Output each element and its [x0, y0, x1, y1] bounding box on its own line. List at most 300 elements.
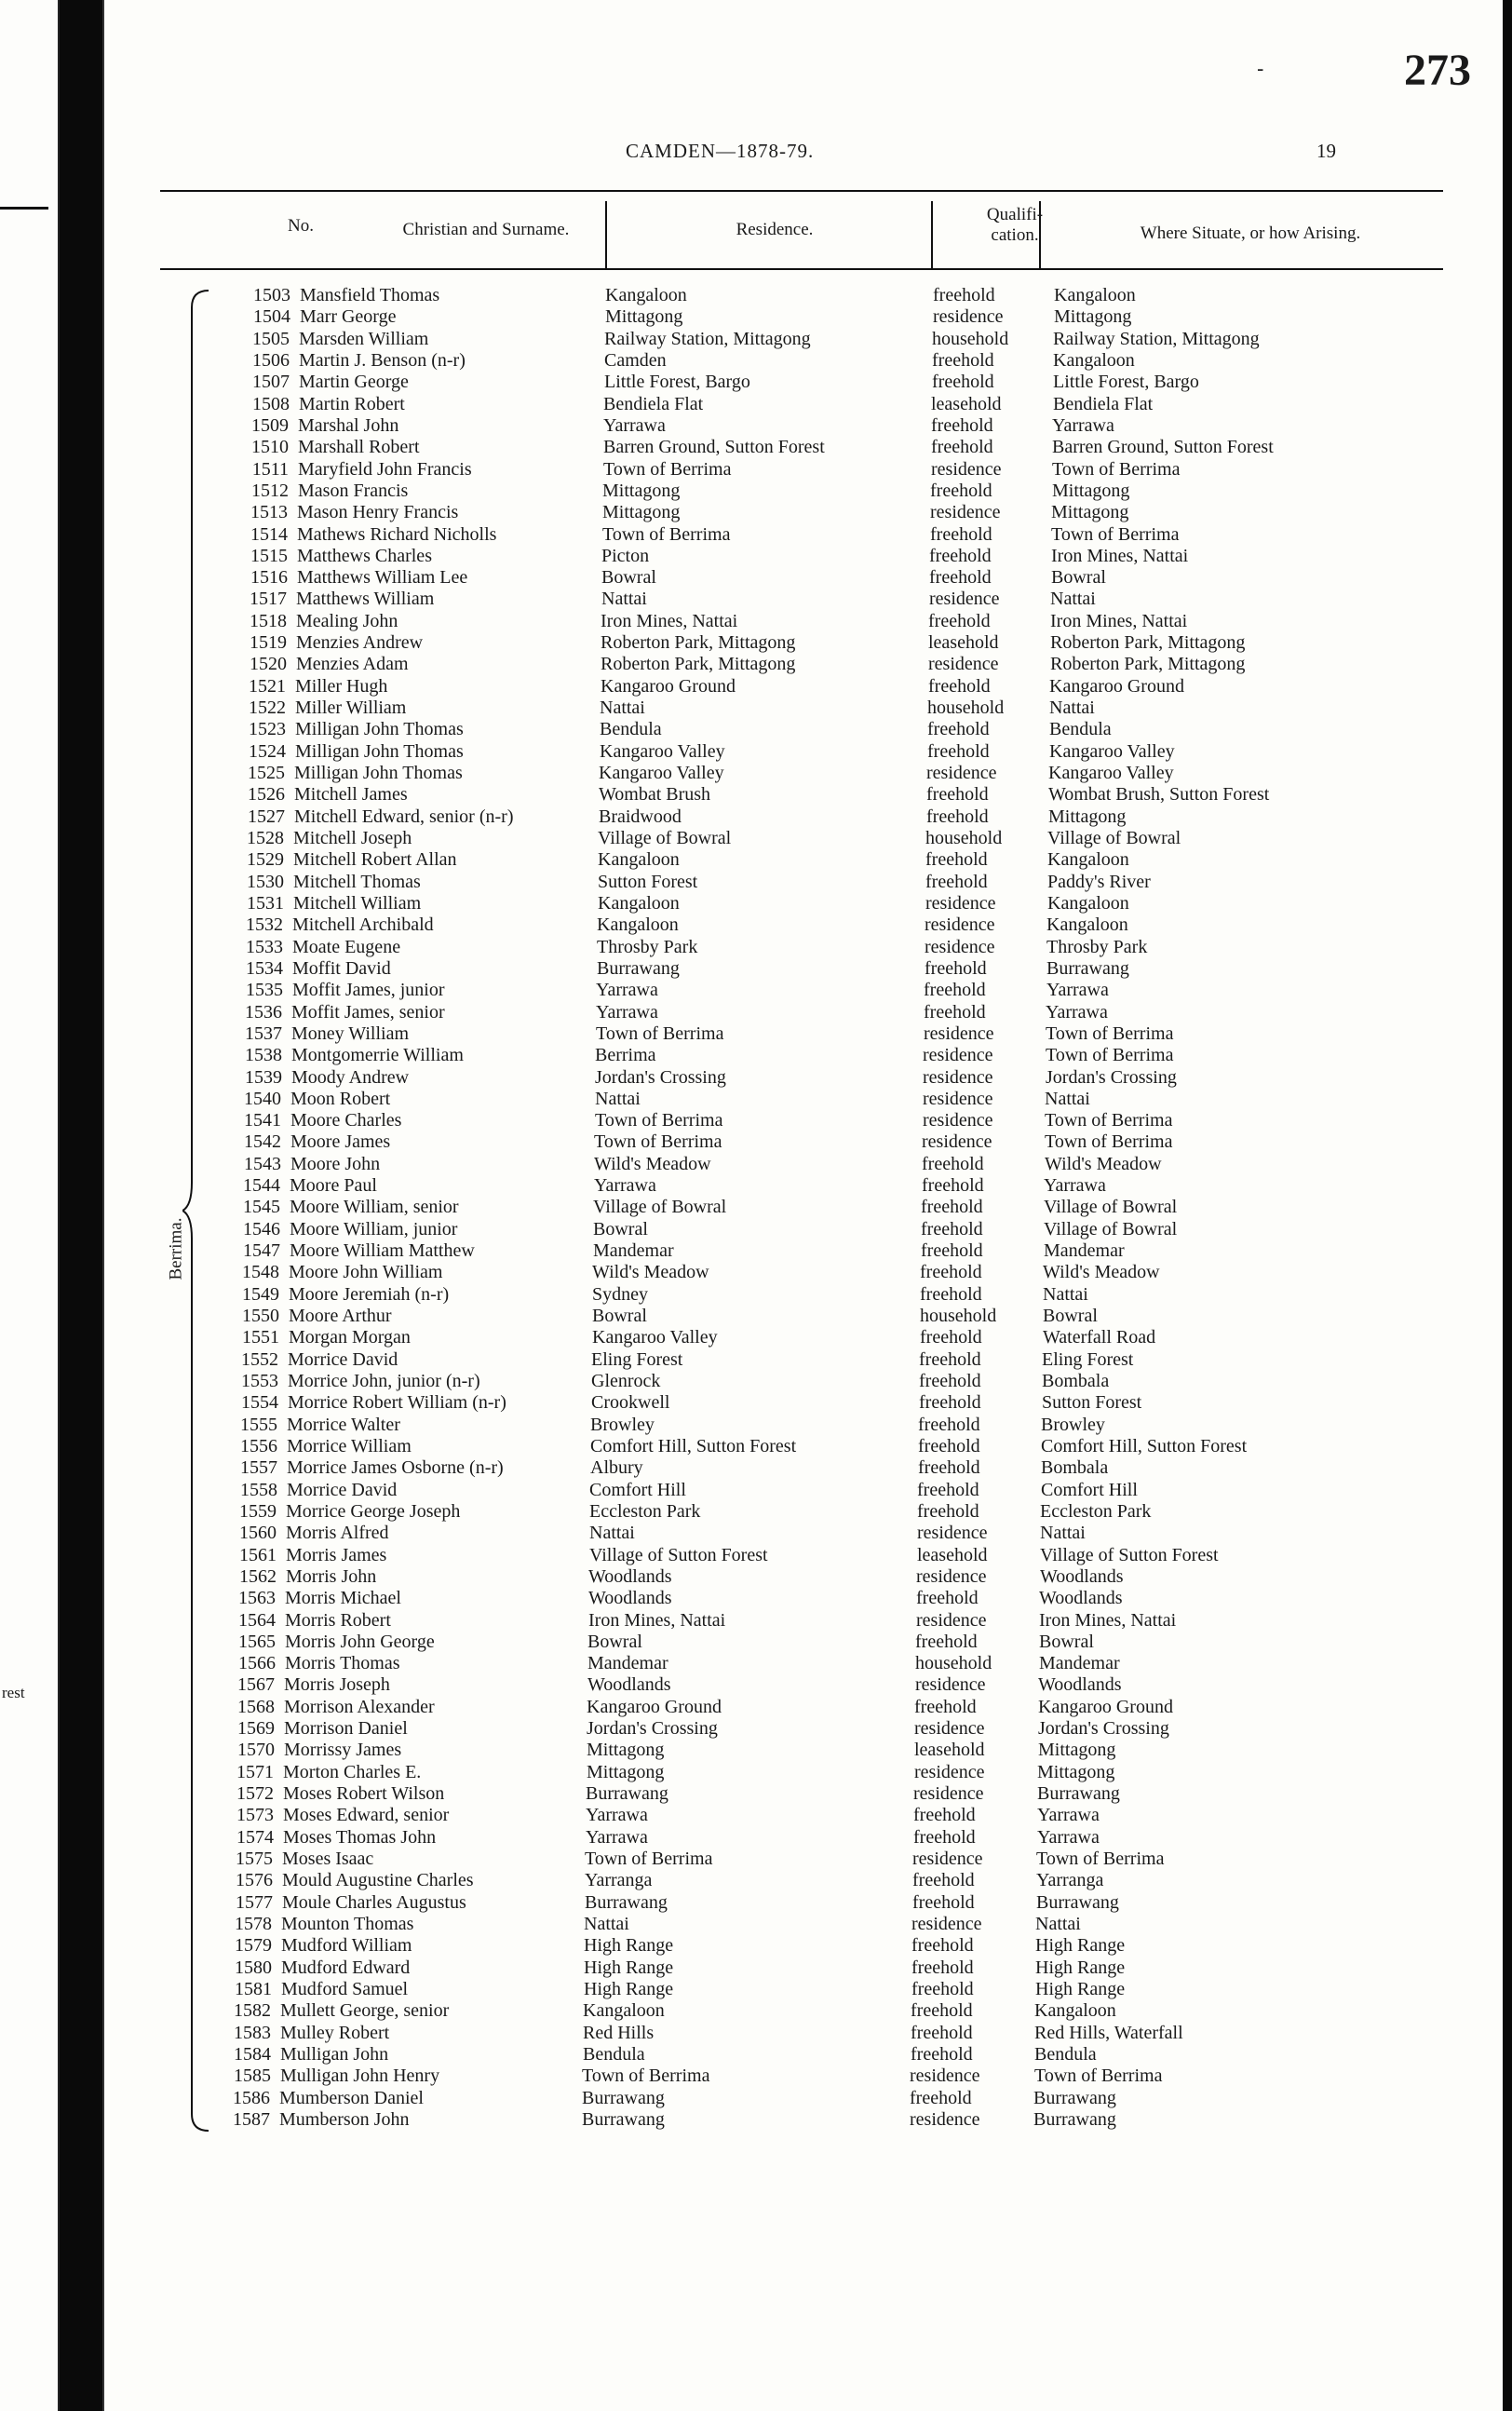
column-header-name: Christian and Surname. [402, 220, 570, 239]
entry-qualification: freehold [918, 1435, 980, 1456]
entry-where: Bowral [1051, 567, 1106, 589]
entry-residence: Comfort Hill [589, 1479, 686, 1500]
entry-where: Bowral [1039, 1631, 1094, 1652]
table-row [160, 1197, 1445, 1218]
entry-where: Browley [1041, 1414, 1105, 1435]
entry-name: Morrice John, junior (n-r) [288, 1371, 480, 1391]
entry-where: Burrawang [1033, 2087, 1116, 2108]
entry-qualification: freehold [919, 1348, 981, 1370]
entry-residence: Kangaroo Valley [599, 763, 724, 784]
entry-qualification: freehold [911, 2043, 973, 2065]
entry-where: Kangaloon [1034, 2000, 1116, 2022]
entry-qualification: freehold [917, 1500, 979, 1522]
entry-qualification: household [920, 1306, 997, 1327]
table-row [160, 1827, 1445, 1849]
entry-qualification: freehold [922, 1175, 984, 1197]
entry-name: Morris Robert [285, 1609, 391, 1631]
table-row [160, 1718, 1445, 1740]
table-row [160, 698, 1445, 719]
entry-qualification: residence [928, 654, 999, 675]
entry-residence: Crookwell [591, 1392, 670, 1414]
entry-name: Morrice David [287, 1479, 398, 1500]
entry-qualification: residence [923, 1088, 993, 1109]
entry-qualification: freehold [920, 1262, 982, 1283]
entry-name: Morris James [286, 1544, 387, 1565]
entry-name: Moses Robert Wilson [283, 1783, 445, 1805]
entry-qualification: residence [930, 502, 1001, 523]
entry-where: Mittagong [1051, 502, 1129, 523]
table-row [160, 1089, 1445, 1110]
entry-name: Matthews Charles [297, 545, 432, 566]
entry-qualification: freehold [930, 523, 992, 545]
entry-name: Moses Edward, senior [283, 1805, 450, 1826]
entry-residence: Kangaroo Valley [592, 1327, 718, 1348]
entry-number: 1576 [236, 1870, 273, 1891]
entry-qualification: residence [925, 892, 996, 914]
entry-number: 1570 [237, 1740, 275, 1761]
entry-qualification: residence [925, 914, 995, 936]
entry-where: Paddy's River [1047, 871, 1151, 892]
entry-name: Moore William, junior [290, 1218, 458, 1239]
entry-where: Village of Bowral [1047, 828, 1181, 848]
entry-qualification: freehold [925, 957, 987, 979]
entry-where: Bombala [1042, 1371, 1110, 1391]
entry-residence: Bendiela Flat [603, 393, 704, 414]
entry-qualification: freehold [911, 1957, 974, 1978]
entry-qualification: residence [933, 306, 1004, 328]
entry-qualification: residence [916, 1609, 987, 1631]
entry-residence: Railway Station, Mittagong [604, 328, 811, 349]
entry-number: 1513 [250, 502, 288, 523]
entry-where: Village of Sutton Forest [1040, 1544, 1219, 1565]
entry-qualification: residence [916, 1565, 987, 1587]
entry-residence: Woodlands [588, 1565, 672, 1587]
entry-where: Kangaroo Ground [1049, 675, 1184, 697]
table-row [160, 1436, 1445, 1457]
entry-number: 1512 [251, 480, 289, 501]
entry-where: Yarrawa [1037, 1826, 1100, 1848]
entry-name: Moore William, senior [290, 1197, 459, 1218]
entry-qualification: freehold [924, 980, 986, 1001]
entry-qualification: residence [912, 1849, 983, 1870]
entry-qualification: residence [914, 1718, 985, 1740]
entry-qualification: freehold [926, 784, 989, 806]
entry-name: Moate Eugene [292, 936, 401, 957]
entry-where: Red Hills, Waterfall [1034, 2022, 1183, 2043]
entry-residence: Jordan's Crossing [587, 1718, 718, 1740]
entry-number: 1537 [245, 1023, 282, 1044]
entry-residence: Kangaroo Ground [587, 1696, 722, 1717]
entry-name: Mitchell Robert Allan [293, 849, 457, 871]
entry-number: 1559 [239, 1500, 277, 1522]
table-row [160, 849, 1445, 871]
entry-residence: Woodlands [588, 1588, 672, 1609]
entry-name: Morgan Morgan [289, 1327, 411, 1348]
table-row [160, 1632, 1445, 1653]
entry-name: Marr George [300, 306, 397, 328]
entry-qualification: residence [910, 2108, 980, 2130]
entry-number: 1527 [248, 806, 285, 827]
table-row [160, 632, 1445, 654]
entry-residence: Bowral [593, 1218, 648, 1239]
table-row [160, 676, 1445, 698]
entry-name: Mudford Samuel [281, 1978, 409, 1999]
table-row [160, 1349, 1445, 1371]
entry-where: Roberton Park, Mittagong [1050, 654, 1246, 675]
entry-name: Milligan John Thomas [294, 763, 463, 784]
entry-where: Kangaroo Valley [1049, 740, 1175, 762]
column-header-where: Where Situate, or how Arising. [1140, 223, 1361, 243]
entry-name: Mitchell Thomas [293, 871, 421, 892]
page-speck: - [1257, 58, 1264, 81]
entry-qualification: freehold [911, 2000, 973, 2022]
entry-name: Matthews William Lee [297, 567, 468, 589]
entry-where: Kangaloon [1046, 914, 1128, 936]
table-row [160, 741, 1445, 763]
entry-qualification: freehold [912, 1870, 975, 1891]
entry-where: Burrawang [1036, 1891, 1119, 1913]
entry-qualification: residence [923, 1110, 993, 1131]
entry-number: 1526 [248, 784, 285, 806]
table-row [160, 937, 1445, 958]
entry-residence: Wild's Meadow [592, 1262, 709, 1283]
entry-residence: Barren Ground, Sutton Forest [603, 437, 825, 458]
entry-where: Woodlands [1039, 1588, 1123, 1609]
entry-qualification: freehold [919, 1371, 981, 1391]
entry-name: Morrice James Osborne (n-r) [287, 1457, 504, 1479]
entry-where: Mandemar [1044, 1240, 1125, 1262]
table-row [160, 1240, 1445, 1262]
entry-residence: Bowral [587, 1631, 642, 1652]
entry-name: Miller Hugh [295, 675, 388, 697]
entry-residence: Yarrawa [586, 1826, 648, 1848]
entry-where: Woodlands [1038, 1674, 1122, 1696]
entry-where: Roberton Park, Mittagong [1050, 632, 1246, 654]
table-row [160, 2044, 1445, 2066]
entry-name: Morris Joseph [284, 1674, 390, 1696]
entry-number: 1558 [240, 1479, 277, 1500]
entry-where: Eccleston Park [1040, 1500, 1152, 1522]
entry-residence: Eccleston Park [589, 1500, 701, 1522]
entry-residence: Picton [601, 545, 650, 566]
table-row [160, 481, 1445, 502]
entry-name: Marshall Robert [298, 437, 420, 458]
table-row [160, 763, 1445, 784]
entry-number: 1546 [243, 1218, 280, 1239]
table-row [160, 437, 1445, 458]
entry-number: 1552 [241, 1348, 278, 1370]
entry-residence: Kangaloon [598, 892, 680, 914]
entry-where: Woodlands [1040, 1565, 1124, 1587]
table-row [160, 2066, 1445, 2087]
entry-name: Morrice George Joseph [286, 1500, 461, 1522]
entry-residence: Jordan's Crossing [595, 1066, 726, 1088]
entry-where: Bendula [1049, 719, 1112, 740]
entry-residence: Woodlands [587, 1674, 671, 1696]
entry-residence: Kangaloon [583, 2000, 665, 2022]
entry-name: Mitchell Edward, senior (n-r) [294, 806, 514, 827]
entry-number: 1561 [239, 1544, 277, 1565]
table-row [160, 611, 1445, 632]
entry-number: 1575 [236, 1849, 273, 1870]
entry-where: Town of Berrima [1045, 1131, 1173, 1153]
entry-residence: Throsby Park [597, 936, 698, 957]
district-label: Berrima. [166, 1217, 186, 1280]
table-row [160, 1392, 1445, 1414]
entry-name: Moore Paul [290, 1175, 377, 1197]
entry-number: 1508 [252, 393, 290, 414]
entry-number: 1562 [239, 1565, 277, 1587]
entry-residence: Camden [604, 349, 667, 371]
table-row [160, 567, 1445, 589]
entry-where: Jordan's Crossing [1038, 1718, 1169, 1740]
entry-where: Nattai [1050, 589, 1096, 610]
entry-qualification: freehold [913, 1826, 976, 1848]
entry-number: 1574 [236, 1826, 274, 1848]
entry-name: Money William [291, 1023, 410, 1044]
register-page [102, 0, 1503, 2411]
table-row [160, 872, 1445, 893]
entry-qualification: freehold [927, 719, 990, 740]
entry-number: 1509 [251, 414, 289, 436]
entry-number: 1566 [238, 1653, 276, 1674]
entry-qualification: residence [923, 1066, 993, 1088]
table-row [160, 1674, 1445, 1696]
entry-name: Marsden William [299, 328, 429, 349]
entry-name: Menzies Adam [296, 654, 409, 675]
entry-where: Burrawang [1046, 957, 1129, 979]
entry-number: 1582 [234, 2000, 271, 2022]
entry-residence: Yarranga [585, 1870, 653, 1891]
entry-where: Nattai [1035, 1914, 1081, 1934]
entry-name: Moore James [290, 1131, 391, 1153]
entry-residence: Comfort Hill, Sutton Forest [590, 1435, 797, 1456]
table-row [160, 2000, 1445, 2022]
entry-number: 1540 [244, 1088, 281, 1109]
entry-number: 1587 [233, 2108, 270, 2130]
entry-qualification: residence [911, 1914, 982, 1934]
entry-name: Moffit James, junior [292, 980, 445, 1001]
entry-name: Moore John William [289, 1262, 443, 1283]
entry-where: Mittagong [1038, 1740, 1116, 1761]
entry-qualification: residence [917, 1523, 988, 1544]
table-row [160, 1697, 1445, 1718]
entry-residence: High Range [584, 1957, 674, 1978]
entry-qualification: freehold [931, 414, 993, 436]
entry-where: Kangaloon [1047, 892, 1129, 914]
table-row [160, 914, 1445, 936]
entry-residence: Roberton Park, Mittagong [601, 632, 796, 654]
page-number: 273 [1404, 46, 1471, 95]
entry-number: 1564 [238, 1609, 276, 1631]
table-row [160, 1306, 1445, 1327]
entry-residence: Town of Berrima [594, 1131, 722, 1153]
entry-name: Moule Charles Augustus [282, 1891, 466, 1913]
table-row [160, 828, 1445, 849]
entry-residence: Town of Berrima [603, 458, 732, 480]
entry-number: 1567 [237, 1674, 275, 1696]
entry-qualification: freehold [926, 806, 989, 827]
entry-residence: Wild's Meadow [594, 1153, 711, 1174]
table-row [160, 1002, 1445, 1023]
previous-page-fragment: rest [2, 1684, 25, 1701]
table-row [160, 1566, 1445, 1588]
entry-name: Mudford William [281, 1935, 412, 1957]
entry-qualification: freehold [930, 480, 992, 501]
entry-number: 1556 [240, 1435, 277, 1456]
entry-residence: Kangaroo Ground [601, 675, 736, 697]
entry-qualification: freehold [929, 567, 992, 589]
entry-name: Martin J. Benson (n-r) [299, 349, 466, 371]
entry-number: 1518 [250, 610, 287, 631]
entry-residence: Town of Berrima [585, 1849, 713, 1870]
entry-number: 1580 [235, 1957, 272, 1978]
entry-where: Mittagong [1054, 306, 1132, 328]
table-row [160, 1327, 1445, 1348]
entry-number: 1557 [240, 1457, 277, 1479]
entry-number: 1583 [234, 2022, 271, 2043]
table-row [160, 980, 1445, 1001]
entry-name: Mitchell Archibald [292, 914, 434, 936]
table-row [160, 1131, 1445, 1153]
entry-where: Nattai [1043, 1283, 1088, 1305]
entry-number: 1555 [240, 1414, 277, 1435]
entry-where: Comfort Hill, Sutton Forest [1041, 1435, 1248, 1456]
table-row [160, 1892, 1445, 1914]
entry-residence: Village of Sutton Forest [589, 1544, 768, 1565]
entry-qualification: residence [925, 936, 995, 957]
entry-name: Mudford Edward [281, 1957, 411, 1978]
entry-number: 1511 [251, 458, 289, 480]
previous-page-strip [0, 0, 60, 2411]
entry-qualification: residence [915, 1674, 986, 1696]
entry-qualification: residence [929, 589, 1000, 610]
table-row [160, 1262, 1445, 1283]
entry-qualification: freehold [921, 1197, 983, 1218]
entry-where: Mittagong [1037, 1761, 1115, 1782]
entry-number: 1503 [253, 285, 290, 305]
entry-qualification: freehold [928, 610, 991, 631]
entry-where: High Range [1035, 1957, 1126, 1978]
table-row [160, 1783, 1445, 1805]
table-row [160, 394, 1445, 415]
table-row [160, 2023, 1445, 2044]
entry-residence: Nattai [584, 1914, 629, 1934]
entry-qualification: freehold [924, 1001, 986, 1023]
entry-number: 1541 [244, 1110, 281, 1131]
entry-where: Town of Berrima [1046, 1023, 1174, 1044]
table-row [160, 1762, 1445, 1783]
entry-residence: Nattai [595, 1088, 641, 1109]
entry-residence: Nattai [601, 589, 647, 610]
entry-number: 1528 [247, 828, 284, 848]
entry-name: Menzies Andrew [296, 632, 424, 654]
entry-number: 1504 [253, 306, 290, 328]
entry-where: Iron Mines, Nattai [1051, 545, 1189, 566]
entry-name: Moody Andrew [291, 1066, 410, 1088]
table-row [160, 2109, 1445, 2131]
entry-number: 1516 [250, 567, 288, 589]
table-row [160, 1371, 1445, 1392]
entry-residence: Bowral [592, 1306, 647, 1327]
table-row [160, 329, 1445, 350]
entry-where: Nattai [1045, 1088, 1090, 1109]
entry-residence: Albury [590, 1457, 643, 1479]
entry-number: 1524 [249, 740, 286, 762]
table-row [160, 719, 1445, 740]
entry-residence: Bendula [583, 2043, 645, 2065]
table-row [160, 285, 1445, 306]
entry-where: Kangaloon [1053, 349, 1135, 371]
entry-number: 1517 [250, 589, 287, 610]
entry-residence: Red Hills [583, 2022, 655, 2043]
entry-number: 1569 [237, 1718, 275, 1740]
entry-qualification: freehold [917, 1479, 979, 1500]
entry-qualification: freehold [920, 1327, 982, 1348]
entry-name: Morrissy James [284, 1740, 402, 1761]
entry-name: Mumberson Daniel [279, 2087, 424, 2108]
entry-where: Waterfall Road [1043, 1327, 1156, 1348]
entry-name: Morrice Robert William (n-r) [288, 1392, 506, 1414]
table-row [160, 1914, 1445, 1935]
entry-number: 1520 [250, 654, 287, 675]
entry-name: Moore Arthur [289, 1306, 392, 1327]
entry-residence: Little Forest, Bargo [604, 372, 750, 393]
entry-name: Morrice William [287, 1435, 412, 1456]
table-row [160, 958, 1445, 980]
entry-residence: Berrima [595, 1045, 656, 1066]
entry-number: 1514 [250, 523, 288, 545]
entry-number: 1529 [247, 849, 284, 871]
entry-qualification: freehold [916, 1588, 979, 1609]
entry-qualification: freehold [918, 1457, 980, 1479]
entry-name: Morris Alfred [286, 1523, 389, 1544]
table-row [160, 1480, 1445, 1501]
entry-where: Burrawang [1033, 2108, 1116, 2130]
entry-qualification: freehold [920, 1283, 982, 1305]
entry-name: Morris John [286, 1565, 377, 1587]
entry-qualification: freehold [912, 1891, 975, 1913]
entry-qualification: freehold [911, 1935, 974, 1957]
entry-qualification: residence [910, 2066, 980, 2087]
entry-residence: Town of Berrima [596, 1023, 724, 1044]
entry-residence: Nattai [589, 1523, 635, 1544]
table-row [160, 1415, 1445, 1436]
entry-where: Town of Berrima [1034, 2066, 1163, 2087]
entry-number: 1563 [238, 1588, 276, 1609]
entry-name: Mitchell Joseph [293, 828, 412, 848]
entry-where: Town of Berrima [1045, 1110, 1173, 1131]
entry-name: Morrice David [288, 1348, 398, 1370]
entry-number: 1584 [234, 2043, 271, 2065]
entry-where: Kangaroo Valley [1048, 763, 1174, 784]
entry-name: Moore John [290, 1153, 381, 1174]
entry-name: Mason Francis [298, 480, 409, 501]
entry-qualification: leasehold [917, 1544, 988, 1565]
entry-where: Yarrawa [1044, 1175, 1106, 1197]
entry-qualification: household [915, 1653, 992, 1674]
table-row [160, 1935, 1445, 1957]
entry-residence: Mandemar [587, 1653, 668, 1674]
entry-qualification: freehold [914, 1696, 977, 1717]
entry-name: Morris Thomas [285, 1653, 400, 1674]
entry-qualification: freehold [925, 849, 988, 871]
entry-qualification: freehold [915, 1631, 978, 1652]
entry-where: Kangaloon [1054, 285, 1136, 305]
entry-name: Montgomerrie William [291, 1045, 464, 1066]
entry-number: 1534 [246, 957, 283, 979]
entry-where: Yarrawa [1046, 980, 1109, 1001]
